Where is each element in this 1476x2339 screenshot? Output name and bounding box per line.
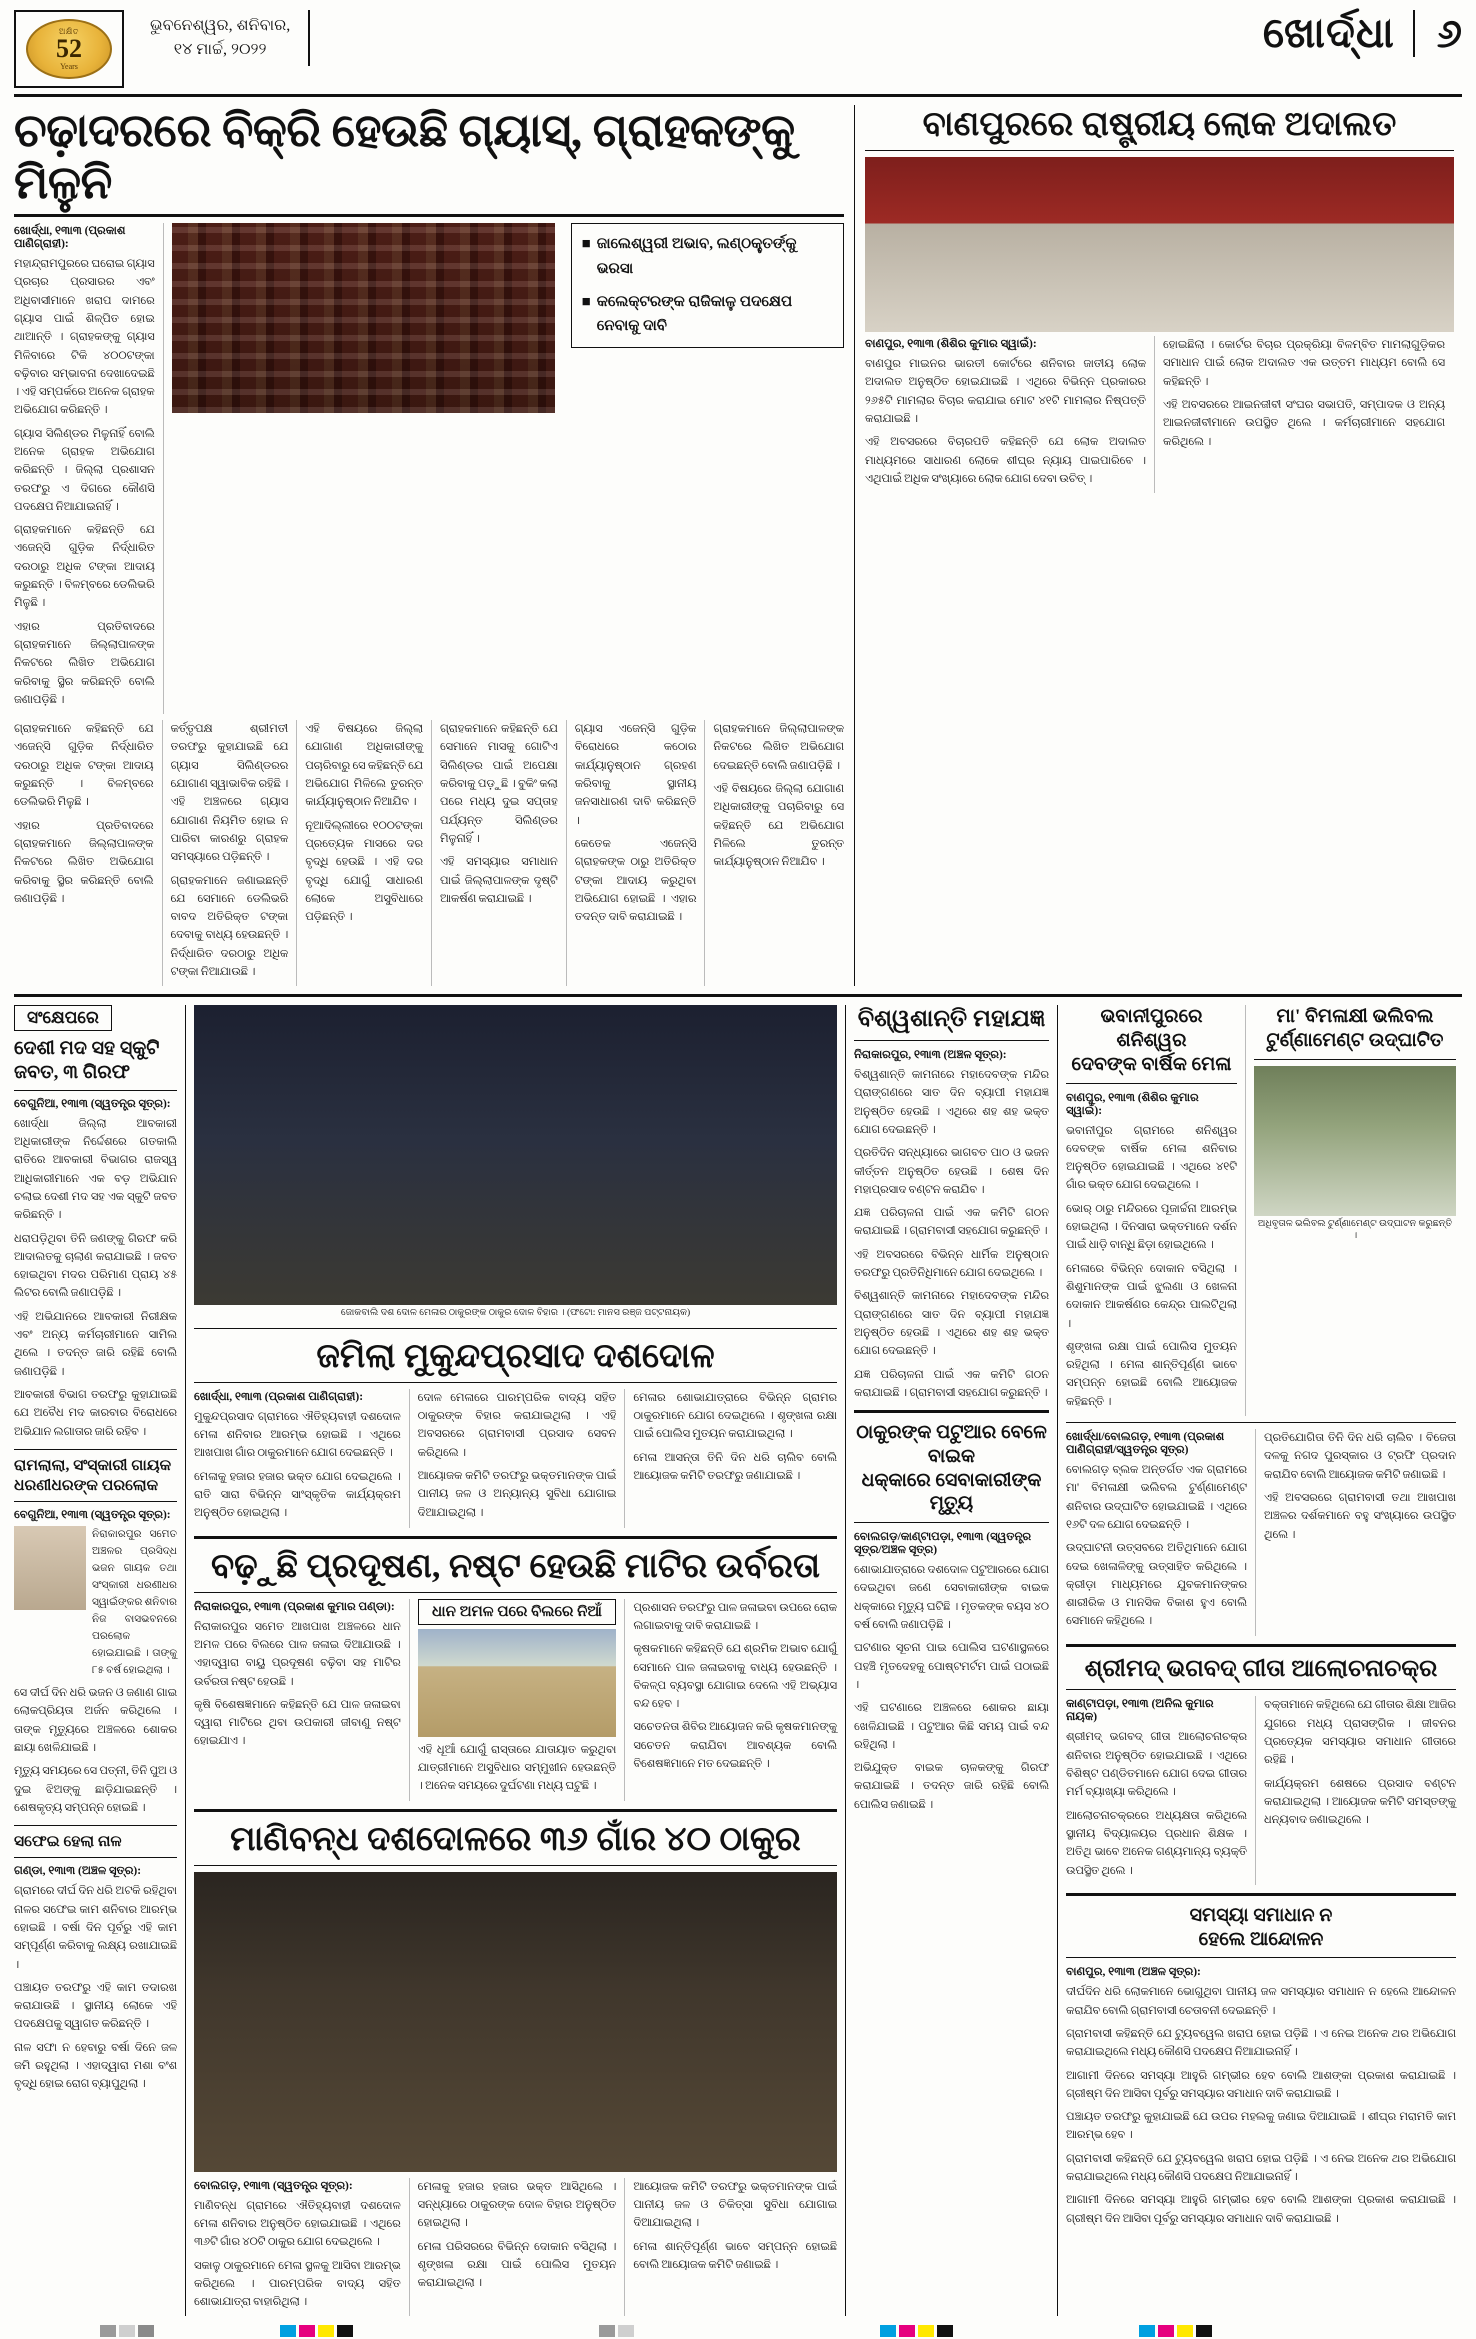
swatch-black-1 xyxy=(337,2325,353,2337)
swatch-magenta-3 xyxy=(1158,2325,1174,2337)
pollution-col1: ନିରାକାରପୁର ସମେତ ଆଖପାଖ ଅଞ୍ଚଳରେ ଧାନ ଅମଳ ପରେ ବିଲରେ ପାଳ ଜଳାଇ ଦିଆଯାଉଛି । ଏହାଦ୍ୱାରା ବାୟୁ ପ୍ରଦୂଷଣ ବଢ଼ିବା ସହ ମାଟିର ଉର୍ବରତା ନଷ୍ଟ ହେଉଛି । କୃଷି ବିଶେଷଜ୍ଞମାନେ କହିଛନ୍ତି ଯେ ପାଳ ଜଳାଇବା ଦ୍ୱାରା ମାଟିରେ ଥିବା ଉପକାରୀ ଜୀବାଣୁ ନଷ୍ଟ ହୋଇଯାଏ । xyxy=(194,1620,401,1748)
jamila-byline: ଖୋର୍ଦ୍ଧା, ୧୩ା୩ (ପ୍ରକାଶ ପାଣିଗ୍ରାହୀ): xyxy=(194,1390,364,1403)
protest-byline: ବାଣପୁର, ୧୩ା୩ (ଅଞ୍ଚଳ ସୂତ୍ର): xyxy=(1066,1966,1201,1979)
lead-col2b: ଏହି ବିଷୟରେ ଜିଲ୍ଲା ଯୋଗାଣ ଅଧିକାରୀଙ୍କୁ ପଚାରିବାରୁ ସେ କହିଛନ୍ତି ଯେ ଅଭିଯୋଗ ମିଳିଲେ ତୁରନ୍ତ କାର୍ଯ୍ୟାନୁଷ୍ଠାନ ନିଆଯିବ । ନୂଆଦିଲ୍ଲୀରେ ୧୦୦ଟଙ୍କା ପ୍ରତ୍ୟେକ ମାସରେ ଦର ବୃଦ୍ଧି ହେଉଛି । ଏହି ଦର ବୃଦ୍ଧି ଯୋଗୁଁ ସାଧାରଣ ଲୋକେ ଅସୁବିଧାରେ ପଡ଼ିଛନ୍ତି । xyxy=(297,720,432,986)
obituary-lead: ନିରାକାରପୁର ସମେତ ଅଞ୍ଚଳର ପ୍ରସିଦ୍ଧ ଭଜନ ଗାୟକ ତଥା ସଂସ୍କାରୀ ଧରଣୀଧର ସ୍ୱାଇଁଙ୍କର ଶନିବାର ନିଜ ବାସଭବନରେ ପରଲୋକ ହୋଇଯାଇଛି । ତାଙ୍କୁ ୮୫ ବର୍ଷ ହୋଇଥିଲା । xyxy=(92,1529,178,1677)
swatch-magenta-1 xyxy=(299,2325,315,2337)
obituary-headline: ରାମଲାଲା, ସଂସ୍କାରୀ ଗାୟକ ଧରଣୀଧରଙ୍କ ପରଲୋକ xyxy=(14,1456,172,1494)
nala-headline: ସଫେଇ ହେଲା ନାଳ xyxy=(14,1833,122,1851)
lead-bullets-box xyxy=(571,223,844,348)
logo-medallion xyxy=(26,19,112,79)
manibandha-col1: ମାଣିବନ୍ଧ ଗ୍ରାମରେ ଐତିହ୍ୟବାହୀ ଦଶଦୋଳ ମେଳା ଶନିବାର ଅନୁଷ୍ଠିତ ହୋଇଯାଇଛି । ଏଥିରେ ୩୬ଟି ଗାଁର ୪୦ଟି ଠାକୁର ଯୋଗ ଦେଇଥିଲେ । ସକାଳୁ ଠାକୁରମାନେ ମେଳା ସ୍ଥଳକୁ ଆସିବା ଆରମ୍ଭ କରିଥିଲେ । ପାରମ୍ପରିକ ବାଦ୍ୟ ସହିତ ଶୋଭାଯାତ୍ରା ବାହାରିଥିଲା । xyxy=(194,2199,401,2309)
lok-adalat-headline: ବାଣପୁରରେ ରାଷ୍ଟ୍ରୀୟ ଲୋକ ଅଦାଲତ xyxy=(922,106,1397,143)
sankhyepare-body: ଖୋର୍ଦ୍ଧା ଜିଲ୍ଲା ଆବକାରୀ ଅଧିକାରୀଙ୍କ ନିର୍ଦ୍ଦେଶରେ ଗତକାଲି ରାତିରେ ଆବକାରୀ ବିଭାଗର ରାଜସ୍ୱ ଆଧିକାରୀମାନେ ଏକ ବଡ଼ ଅଭିଯାନ ଚଲାଇ ଦେଶୀ ମଦ ସହ ଏକ ସ୍କୁଟି ଜବତ କରିଛନ୍ତି । ଧରାପଡ଼ିଥିବା ତିନି ଜଣଙ୍କୁ ଗିରଫ କରି ଆଦାଲତକୁ ଚାଲାଣ କରାଯାଇଛି । ଜବତ ହୋଇଥିବା ମଦର ପରିମାଣ ପ୍ରାୟ ୪୫ ଲିଟର ବୋଲି ଜଣାପଡ଼ିଛି । ଏହି ଅଭିଯାନରେ ଆବକାରୀ ନିରୀକ୍ଷକ ଏବଂ ଅନ୍ୟ କର୍ମଚାରୀମାନେ ସାମିଲ ଥିଲେ । ତଦନ୍ତ ଜାରି ରହିଛି ବୋଲି ଜଣାପଡ଼ିଛି । ଆବକାରୀ ବିଭାଗ ତରଫରୁ କୁହାଯାଇଛି ଯେ ଅବୈଧ ମଦ କାରବାର ବିରୋଧରେ ଅଭିଯାନ ଲଗାତାର ଜାରି ରହିବ । xyxy=(14,1117,177,1438)
pollution-headline: ବଢ଼ୁଛି ପ୍ରଦୂଷଣ, ନଷ୍ଟ ହେଉଛି ମାଟିର ଉର୍ବରତା xyxy=(210,1547,821,1585)
swatch-yellow-2 xyxy=(918,2325,934,2337)
lead-col1-cont: ଗ୍ରାହକମାନେ କହିଛନ୍ତି ଯେ ଏଜେନ୍ସି ଗୁଡ଼ିକ ନିର୍ଦ୍ଧାରିତ ଦରଠାରୁ ଅଧିକ ଟଙ୍କା ଆଦାୟ କରୁଛନ୍ତି । ବିଳମ୍ବରେ ଡେଲିଭରି ମିଳୁଛି । ଏହାର ପ୍ରତିବାଦରେ ଗ୍ରାହକମାନେ ଜିଲ୍ଲାପାଳଙ୍କ ନିକଟରେ ଲିଖିତ ଅଭିଯୋଗ କରିବାକୁ ସ୍ଥିର କରିଛନ୍ତି ବୋଲି ଜଣାପଡ଼ିଛି । xyxy=(14,720,163,986)
sankhyepare-headline: ଦେଶୀ ମଦ ସହ ସ୍କୁଟି ଜବତ, ୩ ଗିରଫ xyxy=(14,1038,160,1084)
gita-headline: ଶ୍ରୀମଦ୍ ଭଗବଦ୍ ଗୀତା ଆଲୋଚନାଚକ୍ର xyxy=(1084,1655,1438,1682)
pollution-col3: ପ୍ରଶାସନ ତରଫରୁ ପାଳ ଜଳାଇବା ଉପରେ ରୋକ ଲଗାଇବାକୁ ଦାବି କରାଯାଇଛି । କୃଷକମାନେ କହିଛନ୍ତି ଯେ ଶ୍ରମିକ ଅଭାବ ଯୋଗୁଁ ସେମାନେ ପାଳ ଜଳାଇବାକୁ ବାଧ୍ୟ ହେଉଛନ୍ତି । ବିକଳ୍ପ ବ୍ୟବସ୍ଥା ଯୋଗାଇ ଦେଲେ ଏହି ଅଭ୍ୟାସ ବନ୍ଦ ହେବ । ସଚେତନତା ଶିବିର ଆୟୋଜନ କରି କୃଷକମାନଙ୍କୁ ସଚେତନ କରାଯିବା ଆବଶ୍ୟକ ବୋଲି ବିଶେଷଜ୍ଞମାନେ ମତ ଦେଇଛନ୍ତି । xyxy=(633,1601,837,1770)
lead-bullet-2: କଲେକ୍ଟରଙ୍କ ରାଜିକାଳୁ ପଦକ୍ଷେପ ନେବାକୁ ଦାବି xyxy=(596,293,793,335)
protest-headline-line1: ସମସ୍ୟା ସମାଧାନ ନ xyxy=(1189,1904,1333,1926)
accident-byline: ବୋଲଗଡ଼/କାଣ୍ଟାପଡ଼ା, ୧୩ା୩ (ସ୍ୱତନ୍ତ୍ର ସୂତ୍ର/ଅଞ୍ଚଳ ସୂତ୍ର) xyxy=(854,1531,1032,1557)
lead-bullet-1: ଜାଲେଶ୍ୱରୀ ଅଭାବ, ଲଣ୍ଠକ୍ତ୍ତର୍ଙ୍କୁ ଭରସା xyxy=(596,236,797,277)
dateline-date: ୧୪ ମାର୍ଚ୍ଚ, ୨୦୨୨ xyxy=(173,41,267,58)
center-rail xyxy=(186,1005,846,2316)
swatch-gray-3 xyxy=(138,2325,154,2337)
manibandha-pandal-photo xyxy=(194,1872,837,2172)
dateline-place: ଭୁବନେଶ୍ୱର, ଶନିବାର, xyxy=(150,17,291,34)
volleyball-inauguration-photo xyxy=(1254,1066,1456,1216)
accident-headline-line2: ଧକ୍କାରେ ସେବାକାରୀଙ୍କ ମୃତ୍ୟୁ xyxy=(861,1469,1042,1515)
volleyball-byline: ଖୋର୍ଦ୍ଧା/ବୋଲଗଡ଼, ୧୩ା୩ (ପ୍ରକାଶ ପାଣିଗ୍ରାହୀ/ସ୍ୱତନ୍ତ୍ର ସୂତ୍ର) xyxy=(1066,1431,1225,1457)
page-number: ୬ xyxy=(1413,10,1462,57)
lead-story xyxy=(14,105,854,986)
jamila-col2: ଦୋଳ ମେଳାରେ ପାରମ୍ପରିକ ବାଦ୍ୟ ସହିତ ଠାକୁରଙ୍କ ବିହାର କରାଯାଇଥିଲା । ଏହି ଅବସରରେ ଗ୍ରାମବାସୀ ପ୍ରସାଦ ସେବନ କରିଥିଲେ । ଆୟୋଜକ କମିଟି ତରଫରୁ ଭକ୍ତମାନଙ୍କ ପାଇଁ ପାନୀୟ ଜଳ ଓ ଅନ୍ୟାନ୍ୟ ସୁବିଧା ଯୋଗାଇ ଦିଆଯାଇଥିଲା । xyxy=(410,1389,626,1528)
bhabanipur-headline-line1: ଭବାନୀପୁରରେ ଶନିଶ୍ୱର xyxy=(1100,1006,1203,1052)
jamila-photo-caption: ଜୋକବାଲି ଦଶ ଦୋଳ ମେଳାର ଠାକୁରଙ୍କ ଠାକୁର ଦୋଳ ବିହାର । (ଫଟୋ: ମାନସ ରଞ୍ଜ ପଟ୍ଟନାୟକ) xyxy=(340,1308,691,1319)
manibandha-col3: ଆୟୋଜକ କମିଟି ତରଫରୁ ଭକ୍ତମାନଙ୍କ ପାଇଁ ପାନୀୟ ଜଳ ଓ ଚିକିତ୍ସା ସୁବିଧା ଯୋଗାଇ ଦିଆଯାଇଥିଲା । ମେଳା ଶାନ୍ତିପୂର୍ଣ୍ଣ ଭାବେ ସମ୍ପନ୍ନ ହୋଇଛି ବୋଲି ଆୟୋଜକ କମିଟି ଜଣାଇଛି । xyxy=(633,2180,837,2271)
logo-anniversary-number: 52 xyxy=(56,34,82,64)
pollution-subhead-box: ଧାନ ଅମଳ ପରେ ବିଲରେ ନିଆଁ xyxy=(418,1599,617,1625)
logo-top-text: ଅକ୍ଷିତ xyxy=(59,27,79,37)
swatch-gray-2 xyxy=(119,2325,135,2337)
section-title: ଖୋର୍ଦ୍ଧା xyxy=(1262,11,1395,57)
left-rail xyxy=(14,1005,186,2316)
bullet-marker-1: ■ xyxy=(581,236,591,253)
dateline xyxy=(134,10,310,66)
color-registration-bar xyxy=(0,2323,1476,2339)
bhabanipur-body: ଭବାନୀପୁର ଗ୍ରାମରେ ଶନିଶ୍ୱର ଦେବଙ୍କ ବାର୍ଷିକ ମେଳା ଶନିବାର ଅନୁଷ୍ଠିତ ହୋଇଯାଇଛି । ଏଥିରେ ୪୧ଟି ଗାଁର ଭକ୍ତ ଯୋଗ ଦେଇଥିଲେ । ଭୋର୍ ଠାରୁ ମନ୍ଦିରରେ ପୂଜାର୍ଚ୍ଚନା ଆରମ୍ଭ ହୋଇଥିଲା । ଦିନସାରା ଭକ୍ତମାନେ ଦର୍ଶନ ପାଇଁ ଧାଡ଼ି ବାନ୍ଧି ଛିଡ଼ା ହୋଇଥିଲେ । ମେଳାରେ ବିଭିନ୍ନ ଦୋକାନ ବସିଥିଲା । ଶିଶୁମାନଙ୍କ ପାଇଁ ଝୁଲଣା ଓ ଖେଳନା ଦୋକାନ ଆକର୍ଷଣର କେନ୍ଦ୍ର ପାଲଟିଥିଲା । ଶୃଙ୍ଖଳା ରକ୍ଷା ପାଇଁ ପୋଲିସ ମୁତୟନ ରହିଥିଲା । ମେଳା ଶାନ୍ତିପୂର୍ଣ୍ଣ ଭାବେ ସମ୍ପନ୍ନ ହୋଇଛି ବୋଲି ଆୟୋଜକ କହିଛନ୍ତି । xyxy=(1066,1124,1237,1408)
masthead xyxy=(14,10,1462,97)
accident-body: ଶୋଭାଯାତ୍ରାରେ ଦଶଦୋଳ ପଟୁଆରରେ ଯୋଗ ଦେଇଥିବା ଜଣେ ସେବାକାରୀଙ୍କ ବାଇକ ଧକ୍କାରେ ମୃତ୍ୟୁ ଘଟିଛି । ମୃତକଙ୍କ ବୟସ ୪୦ ବର୍ଷ ବୋଲି ଜଣାପଡ଼ିଛି । ଘଟଣାର ସୂଚନା ପାଇ ପୋଲିସ ଘଟଣାସ୍ଥଳରେ ପହଞ୍ଚି ମୃତଦେହକୁ ପୋଷ୍ଟମର୍ଟମ ପାଇଁ ପଠାଇଛି । ଏହି ଘଟଣାରେ ଅଞ୍ଚଳରେ ଶୋକର ଛାୟା ଖେଳିଯାଇଛି । ପଟୁଆର କିଛି ସମୟ ପାଇଁ ବନ୍ଦ ରହିଥିଲା । ଅଭିଯୁକ୍ତ ବାଇକ ଚାଳକଙ୍କୁ ଗିରଫ କରାଯାଇଛି । ତଦନ୍ତ ଜାରି ରହିଛି ବୋଲି ପୋଲିସ ଜଣାଇଛି । xyxy=(854,1564,1049,1811)
pollution-col2: ଏହି ଧୂଆଁ ଯୋଗୁଁ ରାସ୍ତାରେ ଯାତାୟାତ କରୁଥିବା ଯାତ୍ରୀମାନେ ଅସୁବିଧାର ସମ୍ମୁଖୀନ ହେଉଛନ୍ତି । ଅନେକ ସମୟରେ ଦୁର୍ଘଟଣା ମଧ୍ୟ ଘଟୁଛି । xyxy=(417,1743,617,1793)
manibandha-byline: ବୋଲଗଡ଼, ୧୩ା୩ (ସ୍ୱତନ୍ତ୍ର ସୂତ୍ର): xyxy=(194,2179,353,2192)
swatch-yellow-3 xyxy=(1177,2325,1193,2337)
bhabanipur-byline: ବାଣପୁର, ୧୩ା୩ (ଶିଶିର କୁମାର ସ୍ୱାଇଁ): xyxy=(1066,1091,1199,1117)
jamila-col3: ମେଳାର ଶୋଭାଯାତ୍ରାରେ ବିଭିନ୍ନ ଗ୍ରାମର ଠାକୁରମାନେ ଯୋଗ ଦେଇଥିଲେ । ଶୃଙ୍ଖଳା ରକ୍ଷା ପାଇଁ ପୋଲିସ ମୁତୟନ କରାଯାଇଥିଲା । ମେଳା ଆସନ୍ତା ତିନି ଦିନ ଧରି ଚାଲିବ ବୋଲି ଆୟୋଜକ କମିଟି ତରଫରୁ ଜଣାଯାଇଛି । xyxy=(633,1391,837,1482)
lok-adalat-col2: ହୋଇଛିଲା । କୋର୍ଟର ବିଚାର ପ୍ରକ୍ରିୟା ବିଳମ୍ବିତ ମାମଲାଗୁଡ଼ିକର ସମାଧାନ ପାଇଁ ଲୋକ ଅଦାଲତ ଏକ ଉତ୍ତମ ମାଧ୍ୟମ ବୋଲି ସେ କହିଛନ୍ତି । ଏହି ଅବସରରେ ଆଇନଜୀବୀ ସଂଘର ସଭାପତି, ସମ୍ପାଦକ ଓ ଅନ୍ୟ ଆଇନଜୀବୀମାନେ ଉପସ୍ଥିତ ଥିଲେ । କର୍ମଚାରୀମାନେ ସହଯୋଗ କରିଥିଲେ । xyxy=(1163,339,1445,448)
obituary-byline: ବେଗୁନିଆ, ୧୩ା୩ (ସ୍ୱତନ୍ତ୍ର ସୂତ୍ର): xyxy=(14,1509,171,1522)
jamila-dandadola-night-photo xyxy=(194,1005,837,1305)
bhabanipur-headline-line2: ଦେବଙ୍କ ବାର୍ଷିକ ମେଳା xyxy=(1071,1053,1232,1075)
publication-logo xyxy=(14,10,124,88)
nala-body: ଗ୍ରାମରେ ଦୀର୍ଘ ଦିନ ଧରି ଅଟକି ରହିଥିବା ନାଳର ସଫେଇ କାମ ଶନିବାର ଆରମ୍ଭ ହୋଇଛି । ବର୍ଷା ଦିନ ପୂର୍ବରୁ ଏହି କାମ ସମ୍ପୂର୍ଣ୍ଣ କରିବାକୁ ଲକ୍ଷ୍ୟ ରଖାଯାଇଛି । ପଞ୍ଚାୟତ ତରଫରୁ ଏହି କାମ ତଦାରଖ କରାଯାଉଛି । ସ୍ଥାନୀୟ ଲୋକେ ଏହି ପଦକ୍ଷେପକୁ ସ୍ୱାଗତ କରିଛନ୍ତି । ନାଳ ସଫା ନ ହେବାରୁ ବର୍ଷା ଦିନେ ଜଳ ଜମି ରହୁଥିଲା । ଏହାଦ୍ୱାରା ମଶା ବଂଶ ବୃଦ୍ଧି ହୋଇ ରୋଗ ବ୍ୟାପୁଥିଲା । xyxy=(14,1885,177,2091)
lead-headline: ଚଢ଼ାଦରରେ ବିକ୍ରି ହେଉଛି ଗ୍ୟାସ୍, ଗ୍ରାହକଙ୍କୁ ମିଳୁନି xyxy=(14,105,795,208)
protest-body: ଦୀର୍ଘଦିନ ଧରି ଲୋକମାନେ ଭୋଗୁଥିବା ପାନୀୟ ଜଳ ସମସ୍ୟାର ସମାଧାନ ନ ହେଲେ ଆନ୍ଦୋଳନ କରାଯିବ ବୋଲି ଗ୍ରାମବାସୀ ଚେତାବନୀ ଦେଇଛନ୍ତି । ଗ୍ରାମବାସୀ କହିଛନ୍ତି ଯେ ଟ୍ୟୁବୱେଲ ଖରାପ ହୋଇ ପଡ଼ିଛି । ଏ ନେଇ ଅନେକ ଥର ଅଭିଯୋଗ କରାଯାଇଥିଲେ ମଧ୍ୟ କୌଣସି ପଦକ୍ଷେପ ନିଆଯାଇନାହିଁ । ଆଗାମୀ ଦିନରେ ସମସ୍ୟା ଆହୁରି ଗମ୍ଭୀର ହେବ ବୋଲି ଆଶଙ୍କା ପ୍ରକାଶ କରାଯାଇଛି । ଗ୍ରୀଷ୍ମ ଦିନ ଆସିବା ପୂର୍ବରୁ ସମସ୍ୟାର ସମାଧାନ ଦାବି କରାଯାଇଛି । ପଞ୍ଚାୟତ ତରଫରୁ କୁହାଯାଇଛି ଯେ ଉପର ମହଲକୁ ଜଣାଇ ଦିଆଯାଇଛି । ଶୀଘ୍ର ମରାମତି କାମ ଆରମ୍ଭ ହେବ । ଗ୍ରାମବାସୀ କହିଛନ୍ତି ଯେ ଟ୍ୟୁବୱେଲ ଖରାପ ହୋଇ ପଡ଼ିଛି । ଏ ନେଇ ଅନେକ ଥର ଅଭିଯୋଗ କରାଯାଇଥିଲେ ମଧ୍ୟ କୌଣସି ପଦକ୍ଷେପ ନିଆଯାଇନାହିଁ । ଆଗାମୀ ଦିନରେ ସମସ୍ୟା ଆହୁରି ଗମ୍ଭୀର ହେବ ବୋଲି ଆଶଙ୍କା ପ୍ରକାଶ କରାଯାଇଛି । ଗ୍ରୀଷ୍ମ ଦିନ ଆସିବା ପୂର୍ବରୁ ସମସ୍ୟାର ସମାଧାନ ଦାବି କରାଯାଇଛି । xyxy=(1066,1986,1456,2225)
bishwasanti-byline: ନିରାକାରପୁର, ୧୩ା୩ (ଅଞ୍ଚଳ ସୂତ୍ର): xyxy=(854,1049,1007,1062)
swatch-gray-4 xyxy=(599,2325,615,2337)
volleyball-col2: ପ୍ରତିଯୋଗିତା ତିନି ଦିନ ଧରି ଚାଲିବ । ବିଜେତା ଦଳକୁ ନଗଦ ପୁରସ୍କାର ଓ ଟ୍ରଫି ପ୍ରଦାନ କରାଯିବ ବୋଲି ଆୟୋଜକ କମିଟି ଜଣାଇଛି । ଏହି ଅବସରରେ ଗ୍ରାମବାସୀ ତଥା ଆଖପାଖ ଅଞ୍ଚଳର ଦର୍ଶକମାନେ ବହୁ ସଂଖ୍ୟାରେ ଉପସ୍ଥିତ ଥିଲେ । xyxy=(1264,1432,1456,1541)
gita-col1: ଶ୍ରୀମଦ୍ ଭଗବଦ୍ ଗୀତା ଆଲୋଚନାଚକ୍ର ଶନିବାର ଅନୁଷ୍ଠିତ ହୋଇଯାଇଛି । ଏଥିରେ ବିଶିଷ୍ଟ ପଣ୍ଡିତମାନେ ଯୋଗ ଦେଇ ଗୀତାର ମର୍ମ ବ୍ୟାଖ୍ୟା କରିଥିଲେ । ଆଲୋଚନାଚକ୍ରରେ ଅଧ୍ୟକ୍ଷତା କରିଥିଲେ ସ୍ଥାନୀୟ ବିଦ୍ୟାଳୟର ପ୍ରଧାନ ଶିକ୍ଷକ । ଅତିଥି ଭାବେ ଅନେକ ଗଣ୍ୟମାନ୍ୟ ବ୍ୟକ୍ତି ଉପସ୍ଥିତ ଥିଲେ । xyxy=(1066,1731,1247,1877)
lead-col3: ଗ୍ରାହକମାନେ କହିଛନ୍ତି ଯେ ସେମାନେ ମାସକୁ ଗୋଟିଏ ସିଲିଣ୍ଡର ପାଇଁ ଅପେକ୍ଷା କରିବାକୁ ପଡ଼ୁଛି । ବୁକିଂ କଲା ପରେ ମଧ୍ୟ ଦୁଇ ସପ୍ତାହ ପର୍ଯ୍ୟନ୍ତ ସିଲିଣ୍ଡର ମିଳୁନାହିଁ । ଏହି ସମସ୍ୟାର ସମାଧାନ ପାଇଁ ଜିଲ୍ଲାପାଳଙ୍କ ଦୃଷ୍ଟି ଆକର୍ଷଣ କରାଯାଇଛି । xyxy=(432,720,567,986)
lead-col1: ମହାନ୍ଦ୍ରାମପୁରରେ ଘରୋଇ ଗ୍ୟାସ ପ୍ରଚାର ପ୍ରସାରର ଏବଂ ଅଧିବାସୀମାନେ ଖରାପ ଦାମରେ ଗ୍ୟାସ ପାଇଁ ଶିଳ୍ପିତ ହୋଇ ଥାଆନ୍ତି । ଗ୍ରାହକଙ୍କୁ ଗ୍ୟାସ ମିଳିବାରେ ଟିକି ୪୦୦ଟଙ୍କା ବଢ଼ିବାର ସମ୍ଭାବନା ଦେଖାଦେଇଛି । ଏହି ସମ୍ପର୍କରେ ଅନେକ ଗ୍ରାହକ ଅଭିଯୋଗ କରିଛନ୍ତି । ଗ୍ୟାସ ସିଲିଣ୍ଡର ମିଳୁନାହିଁ ବୋଲି ଅନେକ ଗ୍ରାହକ ଅଭିଯୋଗ କରିଛନ୍ତି । ଜିଲ୍ଲା ପ୍ରଶାସନ ତରଫରୁ ଏ ଦିଗରେ କୌଣସି ପଦକ୍ଷେପ ନିଆଯାଇନାହିଁ । ଗ୍ରାହକମାନେ କହିଛନ୍ତି ଯେ ଏଜେନ୍ସି ଗୁଡ଼ିକ ନିର୍ଦ୍ଧାରିତ ଦରଠାରୁ ଅଧିକ ଟଙ୍କା ଆଦାୟ କରୁଛନ୍ତି । ବିଳମ୍ବରେ ଡେଲିଭରି ମିଳୁଛି । ଏହାର ପ୍ରତିବାଦରେ ଗ୍ରାହକମାନେ ଜିଲ୍ଲାପାଳଙ୍କ ନିକଟରେ ଲିଖିତ ଅଭିଯୋଗ କରିବାକୁ ସ୍ଥିର କରିଛନ୍ତି ବୋଲି ଜଣାପଡ଼ିଛି । xyxy=(14,258,155,706)
lead-col5: ଗ୍ରାହକମାନେ ଜିଲ୍ଲାପାଳଙ୍କ ନିକଟରେ ଲିଖିତ ଅଭିଯୋଗ ଦେଇଛନ୍ତି ବୋଲି ଜଣାପଡ଼ିଛି । ଏହି ବିଷୟରେ ଜିଲ୍ଲା ଯୋଗାଣ ଅଧିକାରୀଙ୍କୁ ପଚାରିବାରୁ ସେ କହିଛନ୍ତି ଯେ ଅଭିଯୋଗ ମିଳିଲେ ତୁରନ୍ତ କାର୍ଯ୍ୟାନୁଷ୍ଠାନ ନିଆଯିବ । xyxy=(713,723,844,869)
lead-col2: କର୍ତ୍ତୃପକ୍ଷ ଶ୍ରୀମତୀ ତରଫରୁ କୁହାଯାଇଛି ଯେ ଗ୍ୟାସ ସିଲିଣ୍ଡରର ଯୋଗାଣ ସ୍ୱାଭାବିକ ରହିଛି । ଏହି ଅଞ୍ଚଳରେ ଗ୍ୟାସ ଯୋଗାଣ ନିୟମିତ ହୋଇ ନ ପାରିବା କାରଣରୁ ଗ୍ରାହକ ସମସ୍ୟାରେ ପଡ଼ିଛନ୍ତି । ଗ୍ରାହକମାନେ ଜଣାଇଛନ୍ତି ଯେ ସେମାନେ ଡେଲିଭରି ବାବଦ ଅତିରିକ୍ତ ଟଙ୍କା ଦେବାକୁ ବାଧ୍ୟ ହେଉଛନ୍ତି । ନିର୍ଦ୍ଧାରିତ ଦରଠାରୁ ଅଧିକ ଟଙ୍କା ନିଆଯାଉଛି । xyxy=(163,720,298,986)
sankhyepare-byline: ବେଗୁନିଆ, ୧୩ା୩ (ସ୍ୱତନ୍ତ୍ର ସୂତ୍ର): xyxy=(14,1097,171,1110)
swatch-gray-5 xyxy=(618,2325,634,2337)
swatch-black-2 xyxy=(937,2325,953,2337)
lok-adalat-byline: ବାଣପୁର, ୧୩ା୩ (ଶିଶିର କୁମାର ସ୍ୱାଇଁ): xyxy=(865,338,1037,351)
bullet-marker-2: ■ xyxy=(581,293,591,310)
obituary-portrait-photo xyxy=(14,1526,86,1610)
logo-years-label: Years xyxy=(60,61,78,71)
pollution-byline: ନିରାକାରପୁର, ୧୩ା୩ (ପ୍ରକାଶ କୁମାର ପଣ୍ଡା): xyxy=(194,1600,395,1613)
lok-adalat-photo xyxy=(865,157,1454,332)
gita-byline: କାଣ୍ଟାପଡ଼ା, ୧୩ା୩ (ଅନିଲ କୁମାର ନାୟକ) xyxy=(1066,1698,1214,1724)
swatch-cyan-3 xyxy=(1139,2325,1155,2337)
swatch-yellow-1 xyxy=(318,2325,334,2337)
protest-headline-line2: ହେଲେ ଆନ୍ଦୋଳନ xyxy=(1198,1928,1324,1950)
swatch-black-3 xyxy=(1196,2325,1212,2337)
right-rail xyxy=(1058,1005,1456,2316)
swatch-gray-1 xyxy=(100,2325,116,2337)
midright-rail xyxy=(846,1005,1058,2316)
swatch-magenta-2 xyxy=(899,2325,915,2337)
manibandha-col2: ମେଳାକୁ ହଜାର ହଜାର ଭକ୍ତ ଆସିଥିଲେ । ସନ୍ଧ୍ୟାରେ ଠାକୁରଙ୍କ ଦୋଳ ବିହାର ଅନୁଷ୍ଠିତ ହୋଇଥିଲା । ମେଳା ପରିସରରେ ବିଭିନ୍ନ ଦୋକାନ ବସିଥିଲା । ଶୃଙ୍ଖଳା ରକ୍ଷା ପାଇଁ ପୋଲିସ ମୁତୟନ କରାଯାଇଥିଲା । xyxy=(410,2178,626,2317)
nala-byline: ଗଣ୍ଡା, ୧୩ା୩ (ଅଞ୍ଚଳ ସୂତ୍ର): xyxy=(14,1865,142,1878)
lok-adalat-col1: ବାଣପୁର ମାଇନର ଭାରତୀ କୋର୍ଟରେ ଶନିବାର ଜାତୀୟ ଲୋକ ଅଦାଲତ ଅନୁଷ୍ଠିତ ହୋଇଯାଇଛି । ଏଥିରେ ବିଭିନ୍ନ ପ୍ରକାରର ୨୬୫ଟି ମାମଲାର ବିଚାର କରାଯାଇ ମୋଟ ୪୧ଟି ମାମଲାର ନିଷ୍ପତ୍ତି କରାଯାଇଛି । ଏହି ଅବସରରେ ବିଚାରପତି କହିଛନ୍ତି ଯେ ଲୋକ ଅଦାଲତ ମାଧ୍ୟମରେ ସାଧାରଣ ଲୋକେ ଶୀଘ୍ର ନ୍ୟାୟ ପାଇପାରିବେ । ଏଥିପାଇଁ ଅଧିକ ସଂଖ୍ୟାରେ ଲୋକ ଯୋଗ ଦେବା ଉଚିତ୍ । xyxy=(865,358,1146,485)
jamila-headline: ଜମିଲା ମୁକୁନ୍ଦପ୍ରସାଦ ଦଶଦୋଳ xyxy=(316,1337,715,1375)
volleyball-photo-caption: ଅଧିବୃତାଳ ଭଲିବଲ ଟୁର୍ଣ୍ଣାମେଣ୍ଟ ଉଦ୍‌ଘାଟନ କରୁଛନ୍ତି । xyxy=(1257,1218,1453,1242)
accident-headline-line1: ଠାକୁରଙ୍କ ପଟୁଆର ବେଳେ ବାଇକ xyxy=(856,1422,1047,1467)
gita-col2: ବକ୍ତାମାନେ କହିଥିଲେ ଯେ ଗୀତାର ଶିକ୍ଷା ଆଜିର ଯୁଗରେ ମଧ୍ୟ ପ୍ରାସଙ୍ଗିକ । ଜୀବନର ପ୍ରତ୍ୟେକ ସମସ୍ୟାର ସମାଧାନ ଗୀତାରେ ରହିଛି । କାର୍ଯ୍ୟକ୍ରମ ଶେଷରେ ପ୍ରସାଦ ବଣ୍ଟନ କରାଯାଇଥିଲା । ଆୟୋଜକ କମିଟି ସମସ୍ତଙ୍କୁ ଧନ୍ୟବାଦ ଜଣାଇଥିଲେ । xyxy=(1264,1699,1456,1827)
swatch-cyan-1 xyxy=(280,2325,296,2337)
gas-cylinders-photo xyxy=(172,223,555,413)
manibandha-headline: ମାଣିବନ୍ଧ ଦଶଦୋଳରେ ୩୬ ଗାଁର ୪୦ ଠାକୁର xyxy=(230,1820,801,1858)
bishwasanti-headline: ବିଶ୍ୱଶାନ୍ତି ମହାଯଜ୍ଞ xyxy=(857,1006,1046,1033)
volleyball-col1: ବୋଲଗଡ଼ ବ୍ଲକ ଅନ୍ତର୍ଗତ ଏକ ଗ୍ରାମରେ ମା' ବିମଳାକ୍ଷୀ ଭଲିବଲ ଟୁର୍ଣ୍ଣାମେଣ୍ଟ ଶନିବାର ଉଦ୍‌ଘାଟିତ ହୋଇଯାଇଛି । ଏଥିରେ ୧୬ଟି ଦଳ ଯୋଗ ଦେଇଛନ୍ତି । ଉଦ୍‌ଘାଟନୀ ଉତ୍ସବରେ ଅତିଥିମାନେ ଯୋଗ ଦେଇ ଖେଳାଳିଙ୍କୁ ଉତ୍ସାହିତ କରିଥିଲେ । କ୍ରୀଡ଼ା ମାଧ୍ୟମରେ ଯୁବକମାନଙ୍କର ଶାରୀରିକ ଓ ମାନସିକ ବିକାଶ ହୁଏ ବୋଲି ସେମାନେ କହିଥିଲେ । xyxy=(1066,1464,1247,1628)
jamila-col1: ମୁକୁନ୍ଦପ୍ରସାଦ ଗ୍ରାମରେ ଐତିହ୍ୟବାହୀ ଦଶଦୋଳ ମେଳା ଶନିବାର ଆରମ୍ଭ ହୋଇଛି । ଏଥିରେ ଆଖପାଖ ଗାଁର ଠାକୁରମାନେ ଯୋଗ ଦେଇଛନ୍ତି । ମେଳାକୁ ହଜାର ହଜାର ଭକ୍ତ ଯୋଗ ଦେଇଥିଲେ । ରାତି ସାରା ବିଭିନ୍ନ ସାଂସ୍କୃତିକ କାର୍ଯ୍ୟକ୍ରମ ଅନୁଷ୍ଠିତ ହୋଇଥିଲା । xyxy=(194,1410,401,1520)
bishwasanti-body: ବିଶ୍ୱଶାନ୍ତି କାମନାରେ ମହାଦେବଙ୍କ ମନ୍ଦିର ପ୍ରାଙ୍ଗଣରେ ସାତ ଦିନ ବ୍ୟାପୀ ମହାଯଜ୍ଞ ଅନୁଷ୍ଠିତ ହେଉଛି । ଏଥିରେ ଶହ ଶହ ଭକ୍ତ ଯୋଗ ଦେଇଛନ୍ତି । ପ୍ରତିଦିନ ସନ୍ଧ୍ୟାରେ ଭାଗବତ ପାଠ ଓ ଭଜନ କୀର୍ତ୍ତନ ଅନୁଷ୍ଠିତ ହେଉଛି । ଶେଷ ଦିନ ମହାପ୍ରସାଦ ବଣ୍ଟନ କରାଯିବ । ଯଜ୍ଞ ପରିଚାଳନା ପାଇଁ ଏକ କମିଟି ଗଠନ କରାଯାଇଛି । ଗ୍ରାମବାସୀ ସହଯୋଗ କରୁଛନ୍ତି । ଏହି ଅବସରରେ ବିଭିନ୍ନ ଧାର୍ମିକ ଅନୁଷ୍ଠାନ ତରଫରୁ ପ୍ରତିନିଧିମାନେ ଯୋଗ ଦେଇଥିଲେ । ବିଶ୍ୱଶାନ୍ତି କାମନାରେ ମହାଦେବଙ୍କ ମନ୍ଦିର ପ୍ରାଙ୍ଗଣରେ ସାତ ଦିନ ବ୍ୟାପୀ ମହାଯଜ୍ଞ ଅନୁଷ୍ଠିତ ହେଉଛି । ଏଥିରେ ଶହ ଶହ ଭକ୍ତ ଯୋଗ ଦେଇଛନ୍ତି । ଯଜ୍ଞ ପରିଚାଳନା ପାଇଁ ଏକ କମିଟି ଗଠନ କରାଯାଇଛି । ଗ୍ରାମବାସୀ ସହଯୋଗ କରୁଛନ୍ତି । xyxy=(854,1069,1049,1399)
lead-byline: ଖୋର୍ଦ୍ଧା, ୧୩ା୩ (ପ୍ରକାଶ ପାଣିଗ୍ରାହୀ): xyxy=(14,225,126,251)
obituary-body: ସେ ଦୀର୍ଘ ଦିନ ଧରି ଭଜନ ଓ ଜଣାଣ ଗାଇ ଲୋକପ୍ରିୟତା ଅର୍ଜନ କରିଥିଲେ । ତାଙ୍କ ମୃତ୍ୟୁରେ ଅଞ୍ଚଳରେ ଶୋକର ଛାୟା ଖେଳିଯାଇଛି । ମୃତ୍ୟୁ ସମୟରେ ସେ ପତ୍ନୀ, ତିନି ପୁଅ ଓ ଦୁଇ ଝିଅଙ୍କୁ ଛାଡ଼ିଯାଇଛନ୍ତି । ଶେଷକୃତ୍ୟ ସମ୍ପନ୍ନ ହୋଇଛି । xyxy=(14,1687,177,1814)
lok-adalat-story xyxy=(854,105,1454,986)
sankhyepare-label: ସଂକ୍ଷେପରେ xyxy=(14,1005,112,1031)
lead-col4: ଗ୍ୟାସ ଏଜେନ୍ସି ଗୁଡ଼ିକ ବିରୋଧରେ କଠୋର କାର୍ଯ୍ୟାନୁଷ୍ଠାନ ଗ୍ରହଣ କରିବାକୁ ସ୍ଥାନୀୟ ଜନସାଧାରଣ ଦାବି କରିଛନ୍ତି । କେତେକ ଏଜେନ୍ସି ଗ୍ରାହକଙ୍କ ଠାରୁ ଅତିରିକ୍ତ ଟଙ୍କା ଆଦାୟ କରୁଥିବା ଅଭିଯୋଗ ହୋଇଛି । ଏହାର ତଦନ୍ତ ଦାବି କରାଯାଇଛି । xyxy=(567,720,706,986)
field-burning-photo xyxy=(418,1629,617,1737)
swatch-cyan-2 xyxy=(880,2325,896,2337)
volleyball-headline: ମା' ବିମଳାକ୍ଷୀ ଭଲିବଲ ଟୁର୍ଣ୍ଣାମେଣ୍ଟ ଉଦ୍‌ଘାଟିତ xyxy=(1266,1006,1444,1052)
